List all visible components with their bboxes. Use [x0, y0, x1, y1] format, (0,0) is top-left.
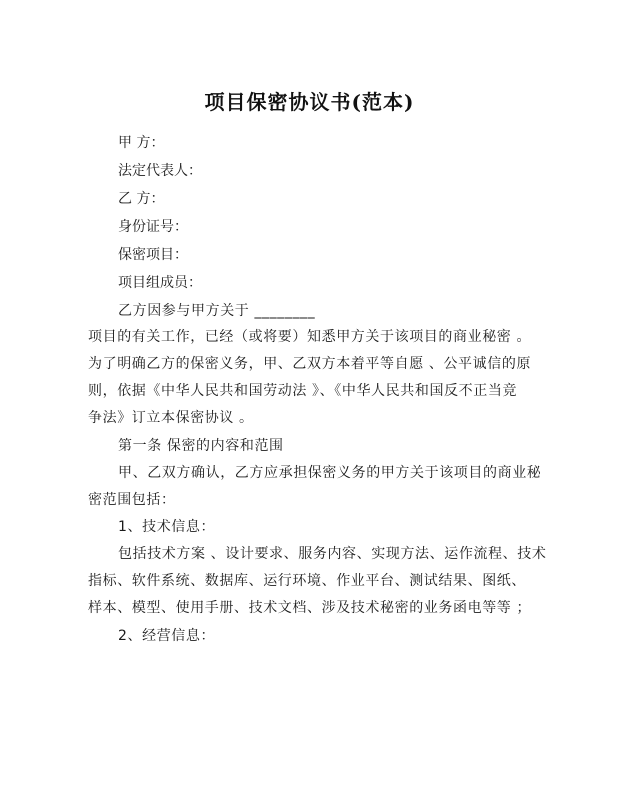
item-technical-info-heading: 1、技术信息： [118, 519, 216, 535]
technical-info-line: 样本、模型、使用手册、技术文档、涉及技术秘密的业务函电等等 ； [88, 600, 532, 616]
intro-line: 争法》订立本保密协议 。 [88, 410, 254, 426]
field-confidential-project: 保密项目： [118, 247, 188, 263]
field-project-members: 项目组成员： [118, 275, 202, 291]
scope-line: 甲、乙双方确认，乙方应承担保密义务的甲方关于该项目的商业秘 [118, 465, 542, 481]
intro-line: 项目的有关工作，已经（或将要）知悉甲方关于该项目的商业秘密 。 [88, 329, 532, 345]
item-business-info-heading: 2、经营信息： [118, 628, 216, 644]
intro-line: 为了明确乙方的保密义务，甲、乙双方本着平等自愿 、公平诚信的原 [88, 356, 532, 372]
field-party-b: 乙 方： [118, 191, 165, 207]
intro-line: 乙方因参与甲方关于 ________ [118, 303, 316, 319]
field-id-number: 身份证号： [118, 219, 188, 235]
scope-line: 密范围包括： [88, 492, 176, 508]
technical-info-line: 指标、软件系统、数据库、运行环境、作业平台、测试结果、图纸、 [88, 573, 526, 589]
technical-info-line: 包括技术方案 、设计要求、服务内容、实现方法、运作流程、技术 [118, 546, 547, 562]
field-party-a: 甲 方： [118, 135, 165, 151]
document-title: 项目保密协议书(范本) [204, 90, 415, 114]
intro-line: 则，依据《中华人民共和国劳动法 》、《中华人民共和国反不正当竞 [88, 383, 518, 399]
field-legal-representative: 法定代表人： [118, 163, 202, 179]
article-1-heading: 第一条 保密的内容和范围 [118, 438, 284, 454]
